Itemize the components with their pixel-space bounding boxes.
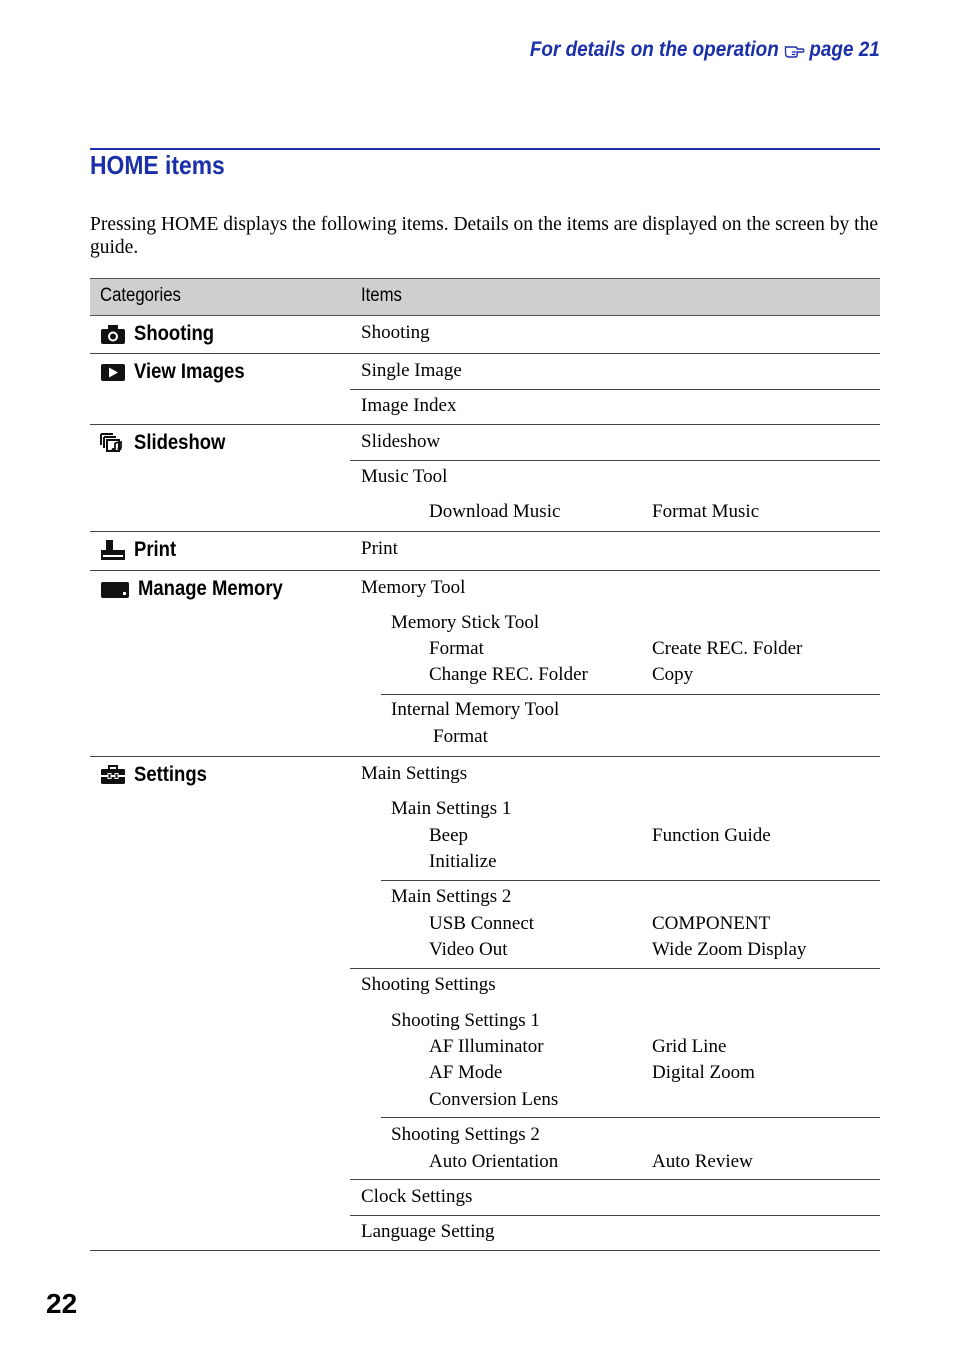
category-row-view-images	[90, 354, 880, 425]
item-initialize: Initialize	[429, 851, 497, 872]
intro-paragraph: Pressing HOME displays the following items. Details on the items are displayed on the screen by the guide.	[90, 214, 878, 258]
item-internal-memory-tool: Internal Memory Tool	[391, 699, 560, 720]
category-row-print	[90, 532, 880, 571]
row-divider	[350, 389, 880, 390]
item-copy: Copy	[652, 664, 694, 685]
memory-card-icon	[100, 578, 130, 600]
page-number: 22	[46, 1288, 78, 1319]
category-row-shooting	[90, 316, 880, 354]
item-wide-zoom-display: Wide Zoom Display	[652, 939, 807, 960]
item-shooting-settings: Shooting Settings	[361, 974, 496, 995]
item-shooting-settings-2: Shooting Settings 2	[391, 1124, 540, 1145]
item-slideshow: Slideshow	[361, 431, 441, 452]
item-component: COMPONENT	[652, 913, 771, 934]
category-manage-memory: Manage Memory	[100, 577, 303, 601]
item-change-rec-folder: Change REC. Folder	[429, 664, 588, 685]
category-settings: Settings	[100, 763, 217, 787]
section-title: HOME items	[90, 150, 225, 180]
item-clock-settings: Clock Settings	[361, 1186, 473, 1207]
row-divider	[350, 460, 880, 461]
item-memory-stick-tool: Memory Stick Tool	[391, 612, 540, 633]
item-music-tool: Music Tool	[361, 466, 448, 487]
slideshow-icon	[100, 432, 126, 454]
item-beep: Beep	[429, 825, 469, 846]
table-header	[90, 278, 880, 316]
header-link-text: For details on the operation	[530, 38, 780, 61]
item-format-music: Format Music	[652, 501, 760, 522]
item-download-music: Download Music	[429, 501, 561, 522]
category-row-slideshow	[90, 425, 880, 532]
item-main-settings: Main Settings	[361, 763, 468, 784]
row-divider	[381, 1117, 880, 1118]
item-im-format: Format	[433, 726, 488, 747]
operation-reference-link[interactable]	[530, 38, 880, 62]
item-auto-review: Auto Review	[652, 1151, 753, 1172]
category-row-manage-memory	[90, 571, 880, 757]
item-function-guide: Function Guide	[652, 825, 771, 846]
row-divider	[350, 968, 880, 969]
item-grid-line: Grid Line	[652, 1036, 727, 1057]
camera-icon	[100, 323, 126, 345]
item-shooting: Shooting	[361, 322, 430, 343]
pointing-hand-icon	[784, 41, 804, 59]
category-slideshow: Slideshow	[100, 431, 238, 455]
item-main-settings-2: Main Settings 2	[391, 886, 512, 907]
row-divider	[350, 1215, 880, 1216]
toolbox-icon	[100, 764, 126, 786]
item-shooting-settings-1: Shooting Settings 1	[391, 1010, 540, 1031]
play-icon	[100, 361, 126, 383]
item-create-rec-folder: Create REC. Folder	[652, 638, 803, 659]
item-conversion-lens: Conversion Lens	[429, 1089, 559, 1110]
item-memory-tool: Memory Tool	[361, 577, 466, 598]
category-shooting: Shooting	[100, 322, 225, 346]
header-items: Items	[361, 285, 402, 306]
printer-icon	[100, 539, 126, 561]
item-main-settings-1: Main Settings 1	[391, 798, 512, 819]
item-af-mode: AF Mode	[429, 1062, 503, 1083]
item-ms-format: Format	[429, 638, 484, 659]
item-print: Print	[361, 538, 398, 559]
home-items-table	[90, 278, 880, 1251]
header-categories: Categories	[100, 285, 181, 306]
item-single-image: Single Image	[361, 360, 462, 381]
header-page-ref: page 21	[809, 38, 880, 61]
category-row-settings	[90, 757, 880, 1251]
item-language-setting: Language Setting	[361, 1221, 495, 1242]
item-video-out: Video Out	[429, 939, 508, 960]
item-auto-orientation: Auto Orientation	[429, 1151, 559, 1172]
item-af-illuminator: AF Illuminator	[429, 1036, 544, 1057]
row-divider	[381, 880, 880, 881]
category-view-images: View Images	[100, 360, 260, 384]
category-print: Print	[100, 538, 182, 562]
row-divider	[381, 694, 880, 695]
item-usb-connect: USB Connect	[429, 913, 535, 934]
item-digital-zoom: Digital Zoom	[652, 1062, 755, 1083]
item-image-index: Image Index	[361, 395, 457, 416]
row-divider	[350, 1179, 880, 1180]
